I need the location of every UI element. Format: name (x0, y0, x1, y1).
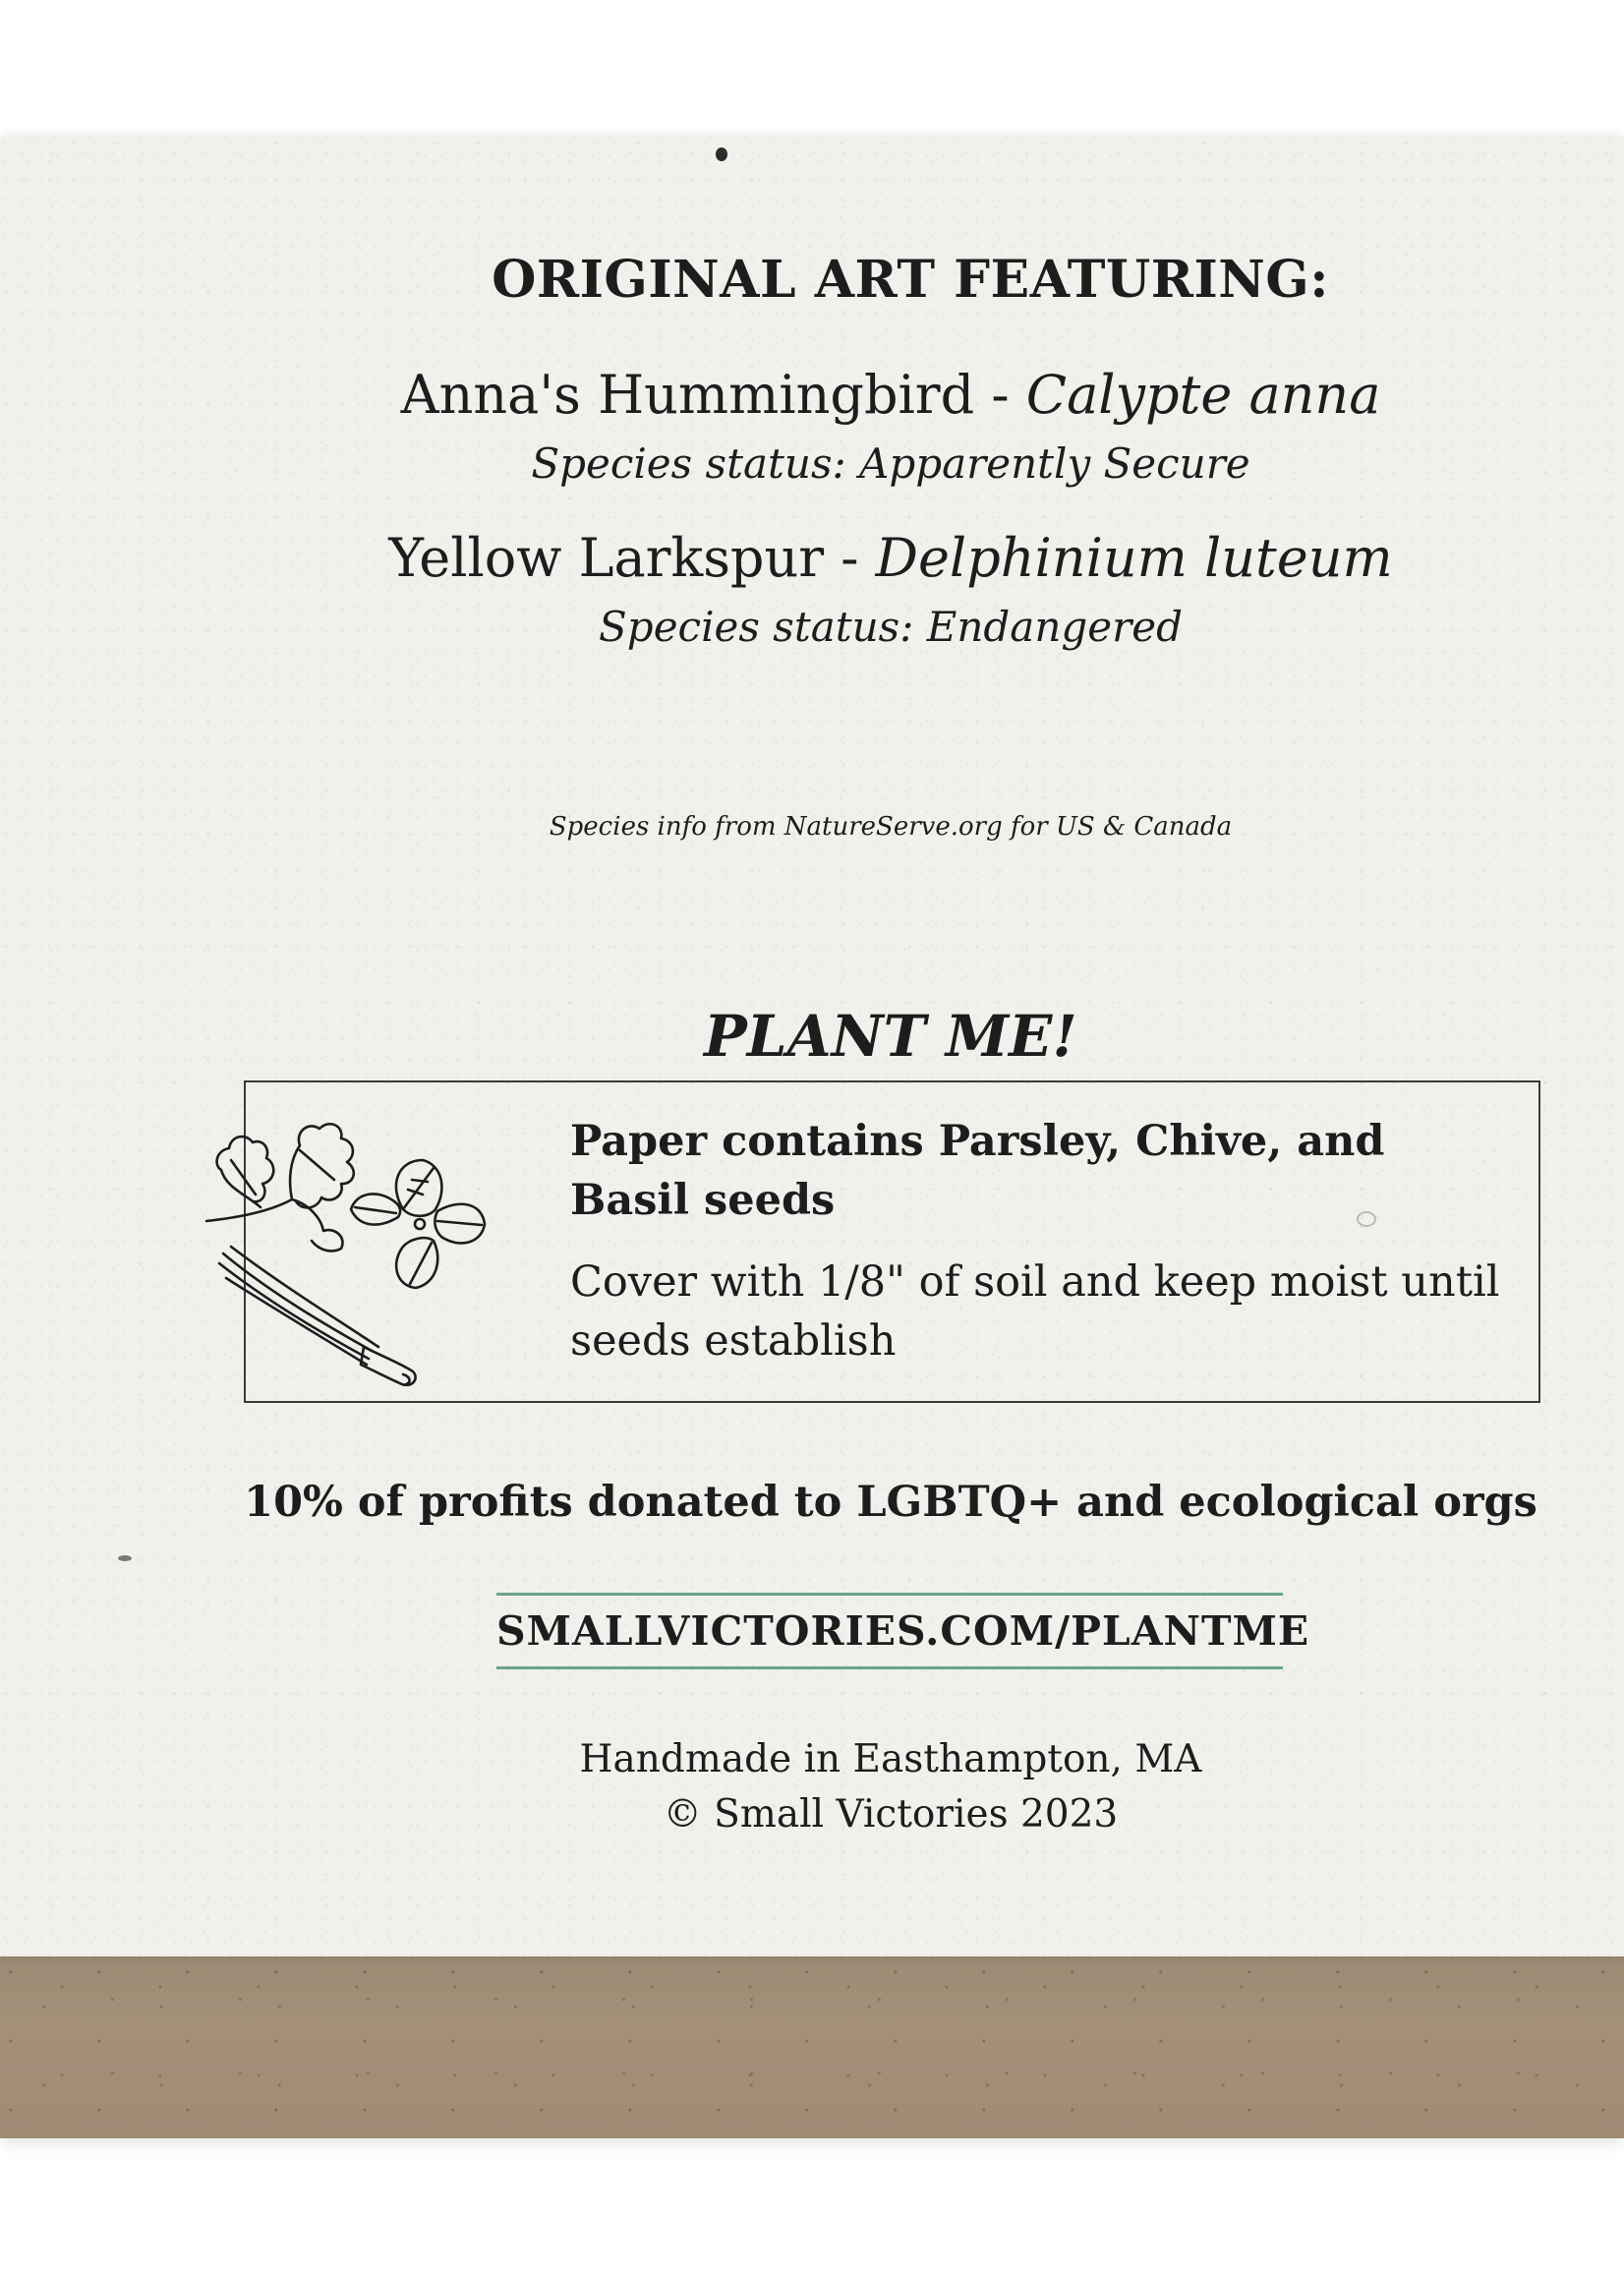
species-status-hummingbird: Species status: Apparently Secure (531, 439, 1250, 488)
species-latin-name: Delphinium luteum (875, 527, 1393, 589)
species-common-name: Yellow Larkspur - (388, 527, 876, 589)
species-status-larkspur: Species status: Endangered (599, 603, 1183, 651)
basil-icon (351, 1160, 485, 1288)
chive-icon (219, 1247, 416, 1385)
seed-speck (118, 1555, 132, 1561)
parsley-icon (206, 1124, 354, 1251)
species-line-larkspur (79, 527, 1624, 589)
website-url: SMALLVICTORIES.COM/PLANTME (496, 1607, 1310, 1655)
species-latin-name: Calypte anna (1025, 364, 1381, 426)
donation-note: 10% of profits donated to LGBTQ+ and ecological orgs (244, 1478, 1537, 1527)
seed-speck (716, 147, 727, 161)
url-top-rule (496, 1593, 1283, 1596)
art-heading: ORIGINAL ART FEATURING: (492, 250, 1329, 310)
kraft-envelope (0, 1952, 1624, 2138)
made-in-line: Handmade in Easthampton, MA (579, 1737, 1202, 1781)
website-block (496, 1593, 1310, 1669)
plant-me-heading: PLANT ME! (704, 1003, 1077, 1070)
species-common-name: Anna's Hummingbird - (400, 364, 1026, 426)
species-line-hummingbird (79, 364, 1624, 426)
copyright-line: © Small Victories 2023 (663, 1792, 1119, 1837)
planting-instructions: Cover with 1/8" of soil and keep moist until seeds establish (570, 1257, 1500, 1366)
seed-contents-text: Paper contains Parsley, Chive, and Basil seeds (570, 1117, 1385, 1225)
species-source-note: Species info from NatureServe.org for US & Canada (549, 812, 1233, 842)
herb-illustration (202, 1111, 526, 1386)
url-bottom-rule (496, 1666, 1283, 1669)
